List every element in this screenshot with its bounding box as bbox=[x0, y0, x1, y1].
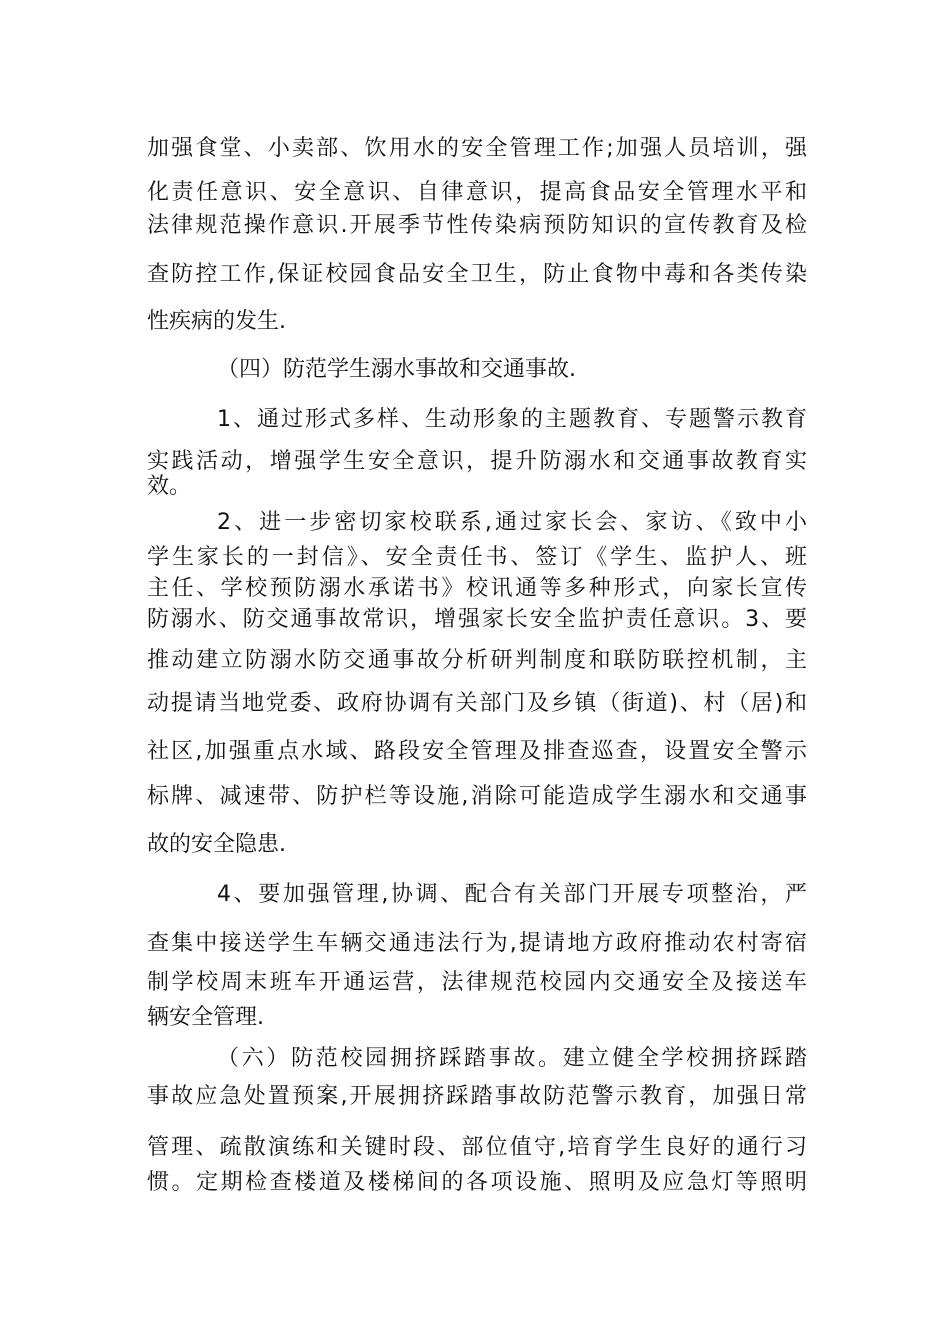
section-heading: （四）防范学生溺水事故和交通事故. bbox=[217, 357, 576, 382]
text-line: 查防控工作,保证校园食品安全卫生，防止食物中毒和各类传染 bbox=[147, 262, 807, 287]
text-line: 2、进一步密切家校联系,通过家长会、家访、《致中小 bbox=[217, 510, 807, 535]
text-line: 动提请当地党委、政府协调有关部门及乡镇（街道)、村（居)和 bbox=[147, 691, 807, 716]
text-line: 性疾病的发生. bbox=[147, 309, 286, 334]
text-line: 实践活动，增强学生安全意识，提升防溺水和交通事故教育实 bbox=[147, 449, 807, 474]
text-line: 惯。定期检查楼道及楼梯间的各项设施、照明及应急灯等照明 bbox=[147, 1170, 807, 1195]
text-line: 主任、学校预防溺水承诺书》校讯通等多种形式，向家长宣传 bbox=[147, 576, 807, 601]
text-line: 辆安全管理. bbox=[147, 1005, 264, 1030]
text-line: 管理、疏散演练和关键时段、部位值守,培育学生良好的通行习 bbox=[147, 1135, 807, 1160]
text-line: 查集中接送学生车辆交通违法行为,提请地方政府推动农村寄宿 bbox=[147, 931, 807, 956]
text-line: 推动建立防溺水防交通事故分析研判制度和联防联控机制，主 bbox=[147, 648, 807, 673]
text-line: 防溺水、防交通事故常识，增强家长安全监护责任意识。3、要 bbox=[147, 607, 807, 632]
text-line: 4、要加强管理,协调、配合有关部门开展专项整治，严 bbox=[217, 882, 807, 907]
text-line: 加强食堂、小卖部、饮用水的安全管理工作;加强人员培训，强 bbox=[147, 136, 807, 161]
text-line: 化责任意识、安全意识、自律意识，提高食品安全管理水平和 bbox=[147, 180, 807, 205]
text-line: 标牌、减速带、防护栏等设施,消除可能造成学生溺水和交通事 bbox=[147, 784, 807, 809]
text-line: 效。 bbox=[147, 474, 192, 499]
text-line: 故的安全隐患. bbox=[147, 832, 286, 857]
text-line: 学生家长的一封信》、安全责任书、签订《学生、监护人、班 bbox=[147, 545, 807, 570]
text-line: 事故应急处置预案,开展拥挤踩踏事故防范警示教育，加强日常 bbox=[147, 1084, 807, 1109]
text-line: 制学校周末班车开通运营，法律规范校园内交通安全及接送车 bbox=[147, 970, 807, 995]
text-line: 社区,加强重点水域、路段安全管理及排查巡查，设置安全警示 bbox=[147, 739, 807, 764]
section-heading: （六）防范校园拥挤踩踏事故。建立健全学校拥挤踩踏 bbox=[217, 1046, 807, 1071]
text-line: 法律规范操作意识.开展季节性传染病预防知识的宣传教育及检 bbox=[147, 213, 807, 238]
text-line: 1、通过形式多样、生动形象的主题教育、专题警示教育 bbox=[217, 407, 807, 432]
